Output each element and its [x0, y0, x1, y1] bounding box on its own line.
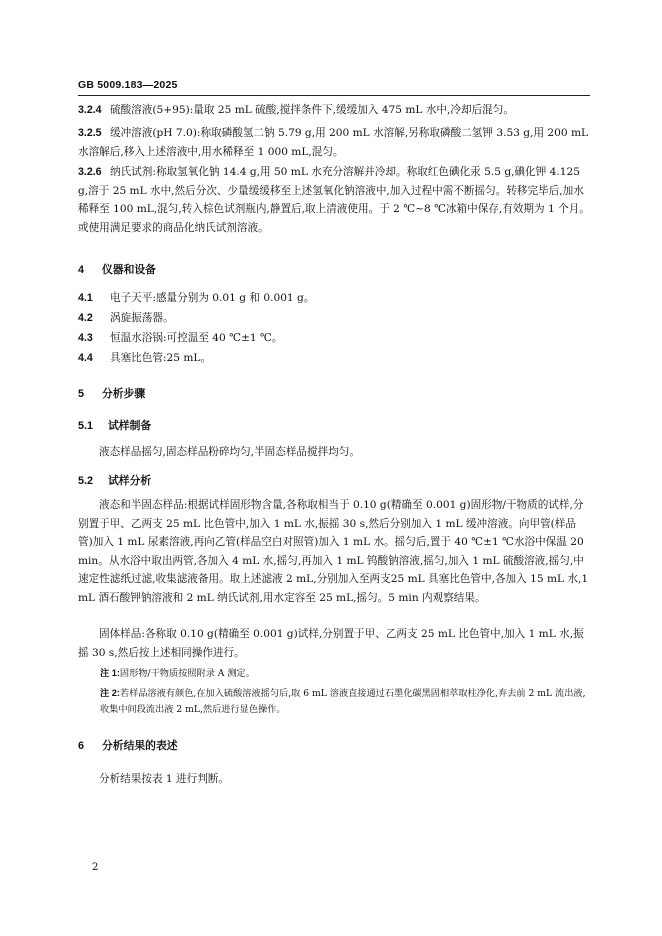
page-number: 2: [92, 862, 99, 873]
clause-text: 硫酸溶液(5+95):量取 25 mL 硫酸,搅拌条件下,缓缓加入 475 mL 水中,冷却后混匀。: [110, 104, 514, 116]
section-title: 分析步骤: [102, 388, 146, 400]
clause-text: 恒温水浴锅:可控温至 40 ℃±1 ℃。: [110, 332, 283, 344]
section-6-paragraph: 分析结果按表 1 进行判断。: [99, 773, 230, 785]
clause-number: 4.1: [78, 292, 93, 304]
note-text: 若样品溶液有颜色,在加入硫酸溶液摇匀后,取 6 mL 溶液直接通过石墨化碳黑固相萃取柱净化,弃去前 2 mL 流出液,收集中间段流出液 2 mL,然后进行显色操作。: [100, 688, 586, 715]
clause-4-1: [78, 289, 590, 308]
clause-number: 4.3: [78, 332, 93, 344]
note-1: [100, 665, 590, 682]
section-number: 5.1: [78, 420, 94, 432]
clause-3-2-5: [78, 124, 590, 161]
section-title: 试样制备: [108, 420, 152, 432]
clause-number: 3.2.4: [78, 104, 102, 116]
section-5-1-paragraph: 液态样品摇匀,固态样品粉碎均匀,半固态样品搅拌均匀。: [99, 446, 360, 458]
clause-text: 缓冲溶液(pH 7.0):称取磷酸氢二钠 5.79 g,用 200 mL 水溶解,另称取磷酸二氢钾 3.53 g,用 200 mL 水溶解后,移入上述溶液中,用水稀释至 1 000 mL,混匀。: [78, 127, 589, 158]
standard-code-header: GB 5009.183—2025: [78, 79, 178, 91]
clause-3-2-4: [78, 101, 590, 120]
header-rule: [78, 95, 590, 96]
clause-number: 3.2.5: [78, 127, 102, 139]
note-label: 注 1:: [100, 668, 120, 678]
section-6-heading: [78, 738, 178, 753]
section-4-heading: [78, 262, 156, 277]
section-title: 试样分析: [108, 475, 152, 487]
clause-text: 纳氏试剂:称取氢氧化钠 14.4 g,用 50 mL 水充分溶解并冷却。称取红色碘化汞 5.5 g,碘化钾 4.125 g,溶于 25 mL 水中,然后分次、少量缓缓移至上述氢氧化钠溶液中,加入过程中需不断摇匀。转移完毕后,加水稀释至 100 mL,混匀,转入棕色试剂瓶内,静置后,取上清液使用。于 2 ℃~8 ℃冰箱中保存,有效期为 1 个月。或使用满足要求的商品化纳氏试剂溶液。: [78, 166, 590, 234]
section-5-2-heading: [78, 473, 151, 488]
note-text: 固形物/干物质按照附录 A 测定。: [119, 668, 255, 679]
clause-number: 4.2: [78, 312, 93, 324]
clause-number: 3.2.6: [78, 166, 102, 178]
note-2: [100, 685, 590, 718]
clause-4-3: [78, 329, 590, 348]
section-number: 4: [78, 264, 85, 276]
section-title: 仪器和设备: [102, 264, 156, 276]
clause-3-2-6: [78, 163, 590, 237]
clause-number: 4.4: [78, 352, 93, 364]
note-label: 注 2:: [100, 688, 120, 698]
section-number: 5: [78, 388, 85, 400]
clause-4-2: [78, 309, 590, 328]
clause-text: 具塞比色管:25 mL。: [110, 352, 212, 364]
section-5-2-paragraph-solid: 固体样品:各称取 0.10 g(精确至 0.001 g)试样,分别置于甲、乙两支 25 mL 比色管中,加入 1 mL 水,振摇 30 s,然后按上述相同操作进行。: [78, 628, 584, 659]
clause-4-4: [78, 349, 590, 368]
clause-text: 电子天平:感量分别为 0.01 g 和 0.001 g。: [110, 292, 315, 304]
section-5-1-heading: [78, 418, 151, 433]
clause-text: 涡旋振荡器。: [110, 312, 174, 324]
section-5-heading: [78, 386, 145, 401]
section-number: 6: [78, 740, 85, 752]
section-title: 分析结果的表述: [102, 740, 178, 752]
section-5-2-paragraph-liquid: 液态和半固态样品:根据试样固形物含量,各称取相当于 0.10 g(精确至 0.001 g)固形物/干物质的试样,分别置于甲、乙两支 25 mL 比色管中,加入 1 mL 水,振摇 30 s,然后分别加入 1 mL 缓冲溶液。向甲管(样品管)加入 1 mL 尿素溶液,再向乙管(样品空白对照管)加入 1 mL 水。摇匀后,置于 40 ℃±1 ℃水浴中保温 20 min。从水浴中取出两管,各加入 4 mL 水,摇匀,再加入 1 mL 钨酸钠溶液,摇匀,加入 1 mL 硫酸溶液,摇匀,中速定性滤纸过滤,收集滤液备用。取上述滤液 2 mL,分别加入至两支25 mL 具塞比色管中,各加入 15 mL 水,1 mL 酒石酸钾钠溶液和 2 mL 纳氏试剂,用水定容至 25 mL,摇匀。5 min 内观察结果。: [78, 499, 589, 604]
section-number: 5.2: [78, 475, 94, 487]
